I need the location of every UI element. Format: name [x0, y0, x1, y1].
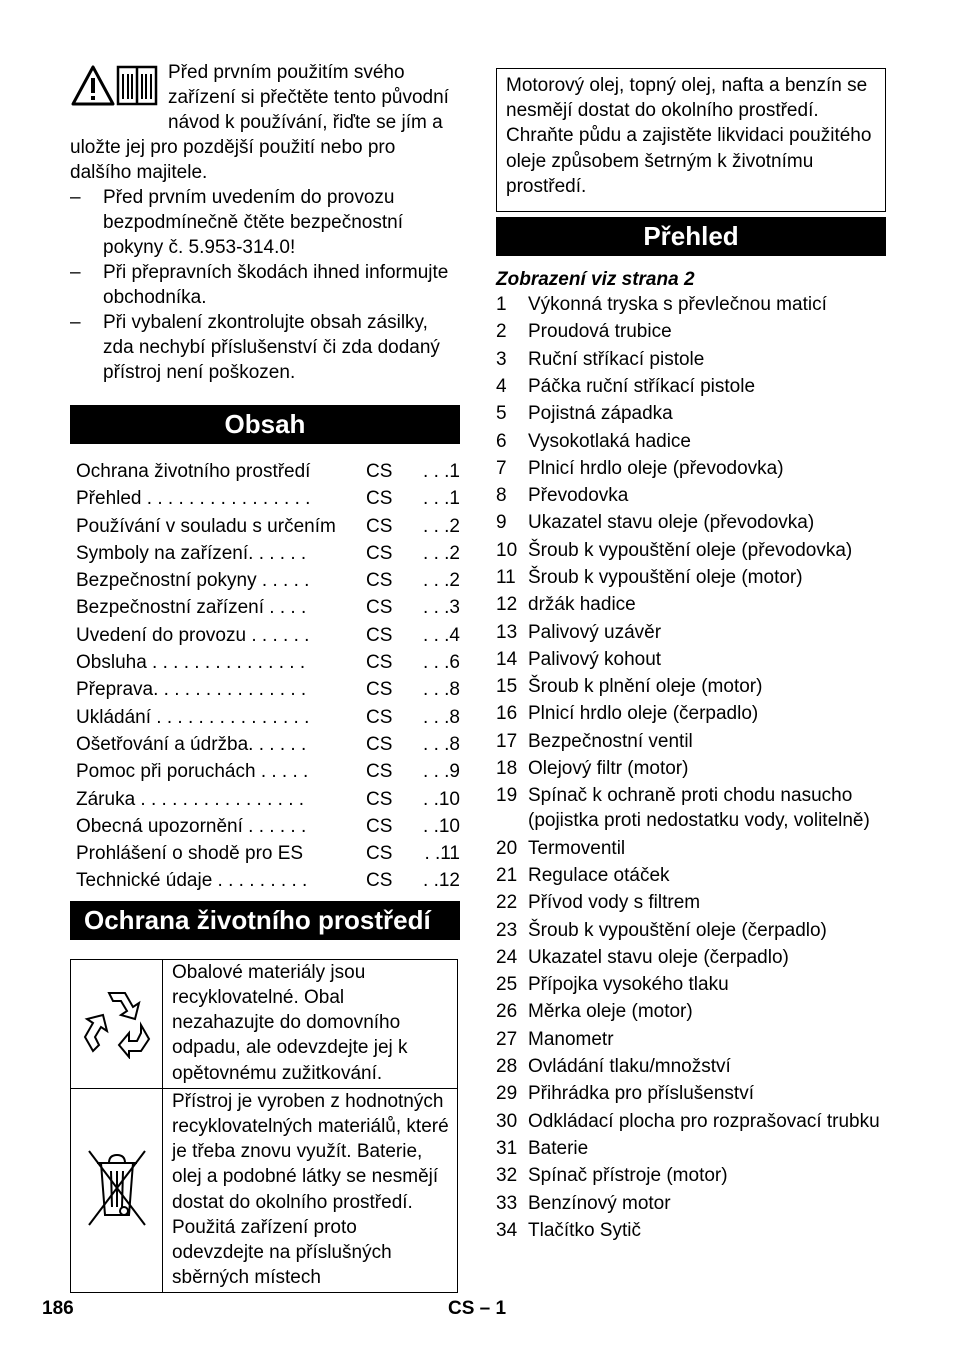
toc-row[interactable]: Ukládání . . . . . . . . . . . . . . . CS . . .8: [76, 706, 460, 728]
toc-row[interactable]: Symboly na zařízení. . . . . . CS . . .2: [76, 542, 460, 564]
list-item: 14 Palivový kohout: [496, 648, 662, 670]
list-item: 11 Šroub k vypouštění oleje (motor): [496, 566, 803, 588]
toc-row[interactable]: Bezpečnostní zařízení . . . . CS . . .3: [76, 597, 460, 619]
list-item: 9 Ukazatel stavu oleje (převodovka): [496, 512, 815, 534]
toc-row[interactable]: Obecná upozornění . . . . . . CS . .10: [76, 815, 460, 837]
list-item: 5 Pojistná západka: [496, 403, 673, 425]
table-of-contents: [70, 458, 460, 895]
list-item: 34 Tlačítko Sytič: [496, 1219, 641, 1241]
intro-bullet-list: [70, 185, 460, 385]
list-item: – Před prvním uvedením do provozu bezpodmínečně čtěte bezpečnostní pokyny č. 5.953-314.0!: [70, 187, 403, 258]
disposal-note: Přístroj je vyroben z hodnotných recyklovatelných materiálů, které je třeba znovu využít. Baterie, olej a podobné látky se nesmějí dostat do okolního prostředí. Použitá zařízení proto odevzdejte na příslušných sběrných místech: [163, 1088, 458, 1293]
intro-text: Před prvním použitím svého zařízení si přečtěte tento původní návod k používání, řiďte se jím a uložte jej pro pozdější použití nebo pro dalšího majitele.: [70, 62, 449, 183]
list-item: 23 Šroub k vypouštění oleje (čerpadlo): [496, 919, 827, 941]
table-row: [71, 959, 458, 1088]
list-item: 13 Palivový uzávěr: [496, 621, 662, 643]
list-item: 1 Výkonná tryska s převlečnou maticí: [496, 294, 827, 316]
warning-triangle-icon: [73, 67, 113, 104]
toc-row[interactable]: Ošetřování a údržba. . . . . . CS . . .8: [76, 733, 460, 755]
recycling-icon: [71, 959, 163, 1088]
toc-row[interactable]: Záruka . . . . . . . . . . . . . . . . CS . .10: [76, 788, 460, 810]
list-item: 33 Benzínový motor: [496, 1192, 671, 1214]
list-item: 6 Vysokotlaká hadice: [496, 430, 692, 452]
parts-list: [496, 292, 886, 1243]
list-item: 25 Přípojka vysokého tlaku: [496, 974, 729, 996]
environment-table: [70, 959, 458, 1294]
list-item: 15 Šroub k plnění oleje (motor): [496, 676, 763, 698]
intro-icons: [70, 64, 160, 112]
list-item: 24 Ukazatel stavu oleje (čerpadlo): [496, 946, 789, 968]
crossed-out-bin-icon: [71, 1088, 163, 1293]
list-item: 18 Olejový filtr (motor): [496, 758, 689, 780]
list-item: 30 Odkládací plocha pro rozprašovací trubku: [496, 1110, 880, 1132]
list-item: 17 Bezpečnostní ventil: [496, 730, 693, 752]
list-item: 3 Ruční stříkací pistole: [496, 348, 705, 370]
list-item: 10 Šroub k vypouštění oleje (převodovka): [496, 539, 853, 561]
list-item: 19 Spínač k ochraně proti chodu nasucho (pojistka proti nedostatku vody, volitelně): [496, 785, 870, 832]
list-item: 8 Převodovka: [496, 485, 629, 507]
toc-row[interactable]: Technické údaje . . . . . . . . . CS . .12: [76, 870, 460, 892]
intro-notice: [70, 60, 460, 185]
list-item: 4 Páčka ruční stříkací pistole: [496, 375, 756, 397]
list-item: 29 Přihrádka pro příslušenství: [496, 1083, 754, 1105]
recycling-note: Obalové materiály jsou recyklovatelné. Obal nezahazujte do domovního odpadu, ale odevzdejte jej k opětovnému zužitkování.: [163, 959, 458, 1088]
environment-heading: Ochrana životního prostředí: [70, 901, 460, 940]
overview-heading: Přehled: [496, 217, 886, 256]
toc-heading: Obsah: [70, 405, 460, 444]
list-item: 12 držák hadice: [496, 594, 636, 616]
list-item: 28 Ovládání tlaku/množství: [496, 1056, 731, 1078]
list-item: 26 Měrka oleje (motor): [496, 1001, 693, 1023]
manual-book-icon: [118, 67, 156, 104]
table-row: [71, 1088, 458, 1293]
oil-disposal-note: Motorový olej, topný olej, nafta a benzín se nesmějí dostat do okolního prostředí. Chraňte půdu a zajistěte likvidaci použitého oleje způsobem šetrným k životnímu prostředí.: [496, 68, 886, 212]
list-item: 7 Plnicí hrdlo oleje (převodovka): [496, 457, 784, 479]
list-item: 21 Regulace otáček: [496, 864, 670, 886]
toc-row[interactable]: Pomoc při poruchách . . . . . CS . . .9: [76, 761, 460, 783]
page-number: 186: [42, 1298, 74, 1319]
section-label: CS – 1: [448, 1298, 507, 1319]
toc-row[interactable]: Používání v souladu s určením CS . . .2: [76, 515, 460, 537]
overview-subtitle: Zobrazení viz strana 2: [496, 269, 695, 291]
list-item: 16 Plnicí hrdlo oleje (čerpadlo): [496, 703, 759, 725]
list-item: – Při vybalení zkontrolujte obsah zásilky, zda nechybí příslušenství či zda dodaný přístroj není poškozen.: [70, 312, 440, 383]
list-item: 20 Termoventil: [496, 837, 626, 859]
list-item: 2 Proudová trubice: [496, 321, 672, 343]
list-item: 22 Přívod vody s filtrem: [496, 892, 701, 914]
list-item: – Při přepravních škodách ihned informujte obchodníka.: [70, 262, 449, 308]
toc-row[interactable]: Obsluha . . . . . . . . . . . . . . . CS . . .6: [76, 652, 460, 674]
left-column: [70, 60, 460, 1293]
toc-row[interactable]: Přehled . . . . . . . . . . . . . . . . CS . . .1: [76, 488, 460, 510]
toc-row[interactable]: Ochrana životního prostředí CS . . .1: [76, 461, 460, 482]
right-column: [496, 68, 886, 1245]
list-item: 32 Spínač přístroje (motor): [496, 1165, 728, 1187]
list-item: 27 Manometr: [496, 1028, 614, 1050]
toc-row[interactable]: Uvedení do provozu . . . . . . CS . . .4: [76, 624, 460, 646]
toc-row[interactable]: Prohlášení o shodě pro ES CS . .11: [76, 843, 460, 865]
list-item: 31 Baterie: [496, 1137, 589, 1159]
toc-row[interactable]: Přeprava. . . . . . . . . . . . . . . CS . . .8: [76, 679, 460, 701]
toc-row[interactable]: Bezpečnostní pokyny . . . . . CS . . .2: [76, 570, 460, 592]
